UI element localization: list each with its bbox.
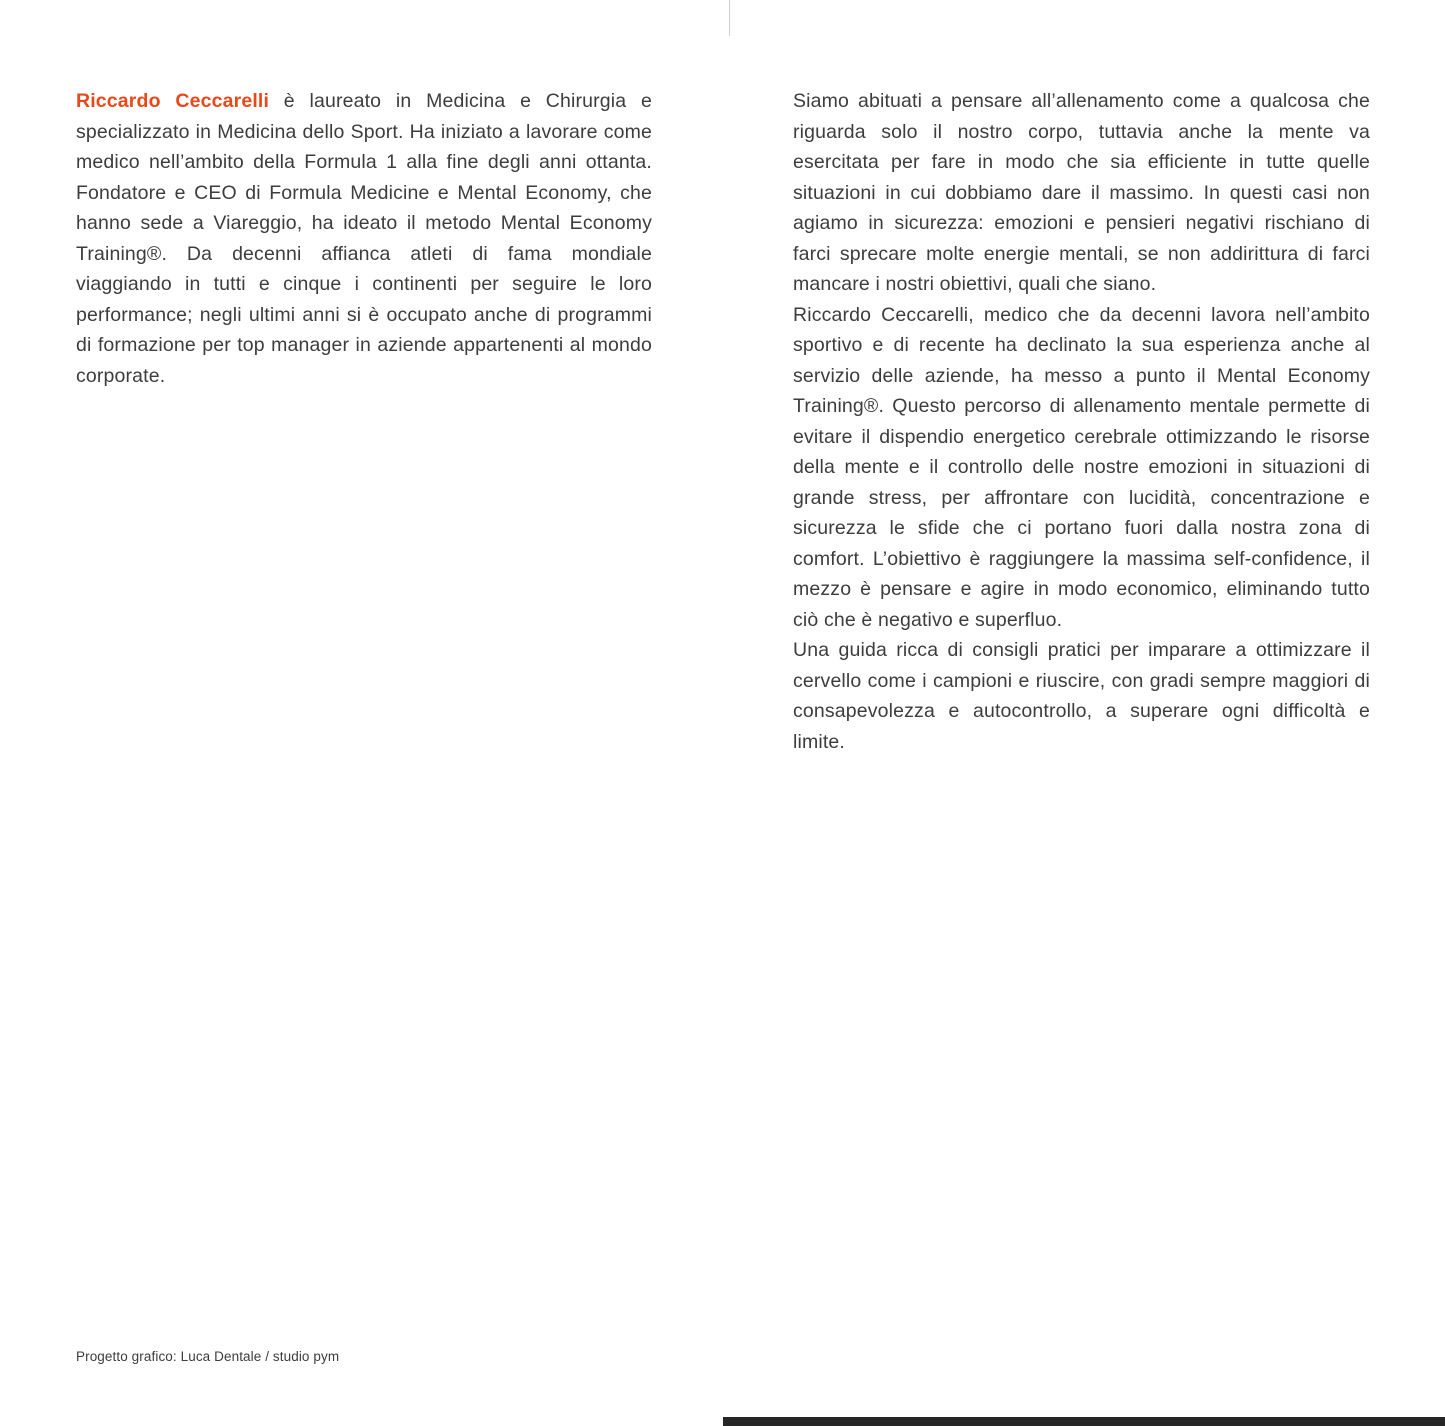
author-name: Riccardo Ceccarelli	[76, 90, 270, 112]
book-description-column	[793, 86, 1370, 757]
description-paragraph-1: Siamo abituati a pensare all’allenamento come a qualcosa che riguarda solo il nostro corpo, tuttavia anche la mente va esercitata per fare in modo che sia efficiente in tutte quelle situazioni in cui dobbiamo dare il massimo. In questi casi non agiamo in sicurezza: emozioni e pensieri negativi rischiano di farci sprecare molte energie mentali, se non addirittura di farci mancare i nostri obiettivi, quali che siano.	[793, 90, 1370, 295]
author-bio-text: è laureato in Medicina e Chirurgia e specializzato in Medicina dello Sport. Ha iniziato a lavorare come medico nell’ambito della Formula 1 alla fine degli anni ottanta. Fondatore e CEO di Formula Medicine e Mental Economy, che hanno sede a Viareggio, ha ideato il metodo Mental Economy Training®. Da decenni affianca atleti di fama mondiale viaggiando in tutti e cinque i continenti per seguire le loro performance; negli ultimi anni si è occupato anche di programmi di formazione per top manager in aziende appartenenti al mondo corporate.	[76, 90, 652, 387]
design-credit: Progetto grafico: Luca Dentale / studio pym	[76, 1349, 340, 1364]
author-bio-paragraph	[76, 86, 652, 391]
fold-line	[729, 0, 730, 36]
cover-edge-bar	[723, 1417, 1445, 1426]
author-bio-column	[76, 86, 652, 391]
description-paragraph-2: Riccardo Ceccarelli, medico che da decenni lavora nell’ambito sportivo e di recente ha declinato la sua esperienza anche al servizio delle aziende, ha messo a punto il Mental Economy Training®. Questo percorso di allenamento mentale permette di evitare il dispendio energetico cerebrale ottimizzando le risorse della mente e il controllo delle nostre emozioni in situazioni di grande stress, per affrontare con lucidità, concentrazione e sicurezza le sfide che ci portano fuori dalla nostra zona di comfort. L’obiettivo è raggiungere la massima self-confidence, il mezzo è pensare e agire in modo economico, eliminando tutto ciò che è negativo e superfluo.	[793, 303, 1370, 631]
description-paragraph-3: Una guida ricca di consigli pratici per imparare a ottimizzare il cervello come i campioni e riuscire, con gradi sempre maggiori di consapevolezza e autocontrollo, a superare ogni difficoltà e limite.	[793, 639, 1370, 753]
